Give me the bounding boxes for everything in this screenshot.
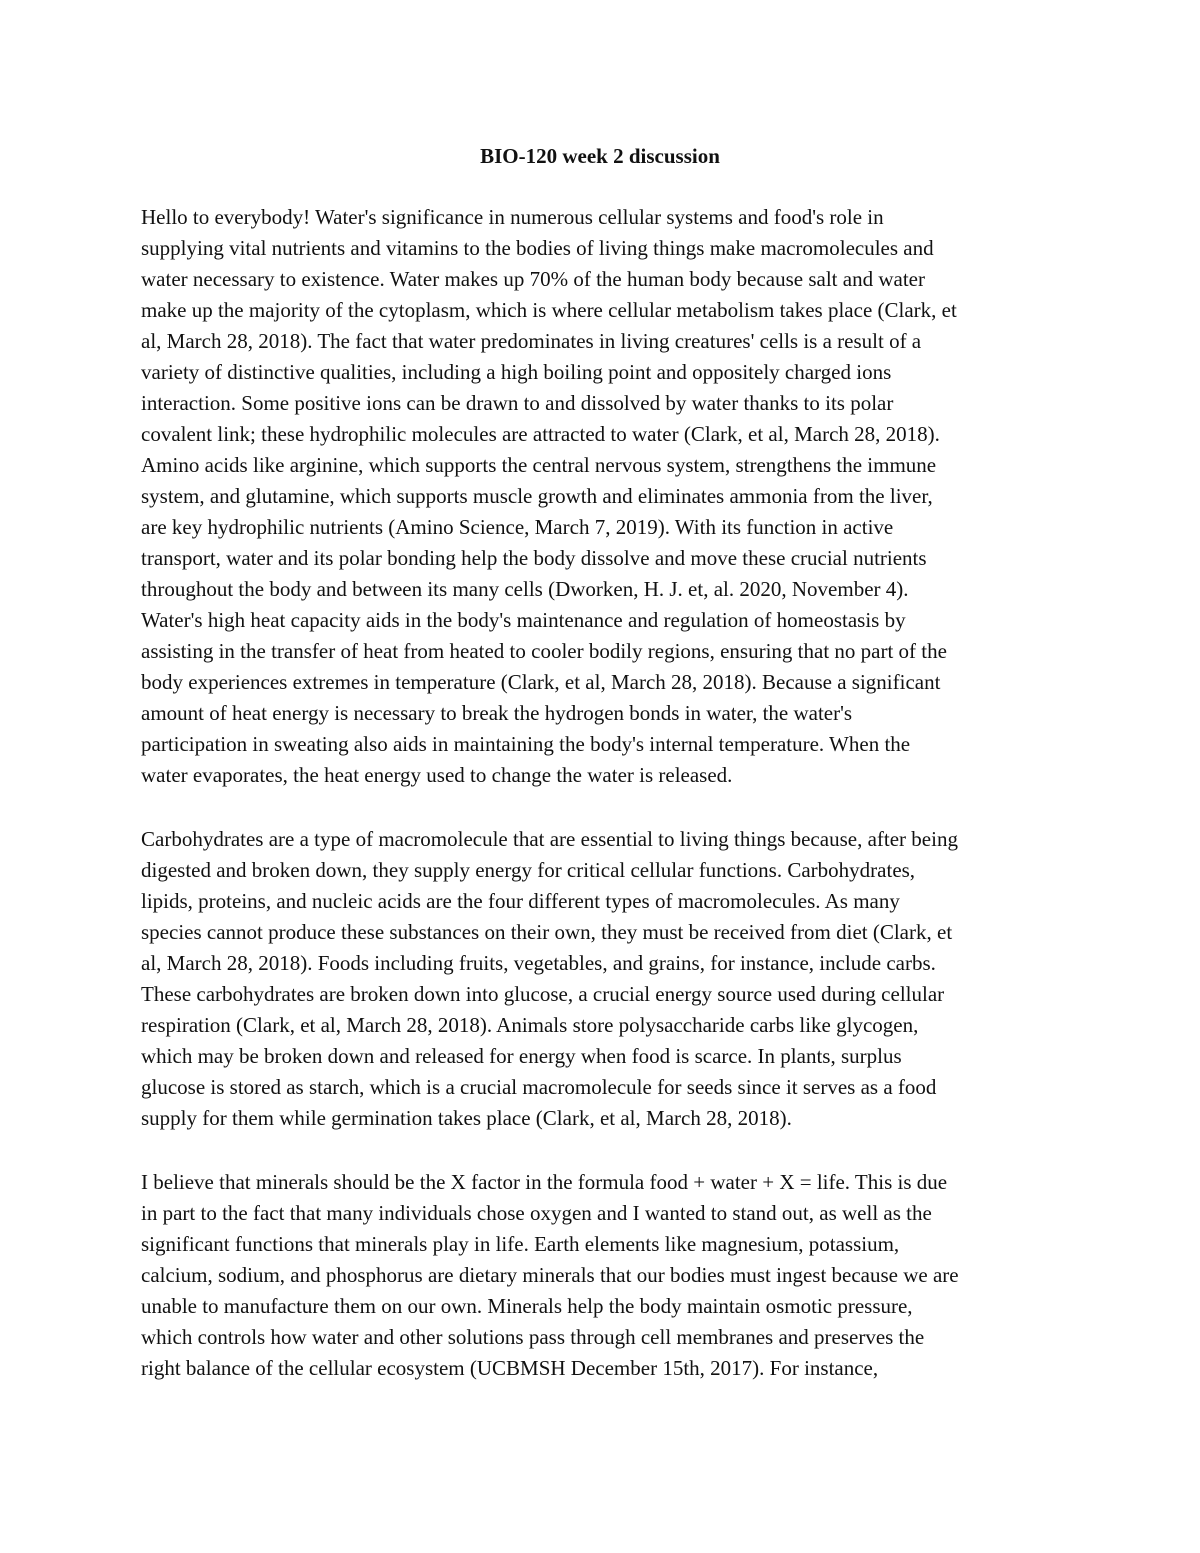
text-line: digested and broken down, they supply energy for critical cellular functions. Carbohydrates, <box>141 858 916 882</box>
text-line: species cannot produce these substances on their own, they must be received from diet (Clark, et <box>141 920 953 944</box>
text-line: These carbohydrates are broken down into glucose, a crucial energy source used during cellular <box>141 982 945 1006</box>
text-line: participation in sweating also aids in maintaining the body's internal temperature. When the <box>141 732 911 756</box>
text-line: al, March 28, 2018). The fact that water predominates in living creatures' cells is a result of a <box>141 329 922 353</box>
text-line: make up the majority of the cytoplasm, which is where cellular metabolism takes place (Clark, et <box>141 298 957 322</box>
text-line: al, March 28, 2018). Foods including fruits, vegetables, and grains, for instance, include carbs. <box>141 951 936 975</box>
text-line: Carbohydrates are a type of macromolecule that are essential to living things because, after being <box>141 827 958 851</box>
text-line: lipids, proteins, and nucleic acids are the four different types of macromolecules. As many <box>141 889 900 913</box>
text-line: I believe that minerals should be the X factor in the formula food + water + X = life. This is due <box>141 1170 948 1194</box>
text-line: supplying vital nutrients and vitamins to the bodies of living things make macromolecules and <box>141 236 934 260</box>
text-line: transport, water and its polar bonding help the body dissolve and move these crucial nutrients <box>141 546 927 570</box>
text-line: body experiences extremes in temperature (Clark, et al, March 28, 2018). Because a significant <box>141 670 941 694</box>
text-line: amount of heat energy is necessary to break the hydrogen bonds in water, the water's <box>141 701 853 725</box>
text-line: Amino acids like arginine, which supports the central nervous system, strengthens the immune <box>141 453 937 477</box>
text-line: glucose is stored as starch, which is a crucial macromolecule for seeds since it serves as a food <box>141 1075 937 1099</box>
text-line: supply for them while germination takes place (Clark, et al, March 28, 2018). <box>141 1106 792 1130</box>
text-line: water evaporates, the heat energy used to change the water is released. <box>141 763 733 787</box>
paragraph-carbohydrates <box>141 824 1059 1134</box>
text-line: which controls how water and other solutions pass through cell membranes and preserves the <box>141 1325 925 1349</box>
text-line: throughout the body and between its many cells (Dworken, H. J. et, al. 2020, November 4). <box>141 577 909 601</box>
text-line: interaction. Some positive ions can be drawn to and dissolved by water thanks to its polar <box>141 391 894 415</box>
paragraph-minerals <box>141 1167 1059 1384</box>
text-line: are key hydrophilic nutrients (Amino Science, March 7, 2019). With its function in active <box>141 515 894 539</box>
text-line: assisting in the transfer of heat from heated to cooler bodily regions, ensuring that no part of the <box>141 639 947 663</box>
document-title: BIO-120 week 2 discussion <box>480 144 720 168</box>
text-line: Water's high heat capacity aids in the body's maintenance and regulation of homeostasis by <box>141 608 906 632</box>
text-line: respiration (Clark, et al, March 28, 2018). Animals store polysaccharide carbs like glycogen, <box>141 1013 919 1037</box>
text-line: which may be broken down and released for energy when food is scarce. In plants, surplus <box>141 1044 902 1068</box>
text-line: significant functions that minerals play in life. Earth elements like magnesium, potassium, <box>141 1232 900 1256</box>
text-line: system, and glutamine, which supports muscle growth and eliminates ammonia from the liver, <box>141 484 933 508</box>
text-line: water necessary to existence. Water makes up 70% of the human body because salt and water <box>141 267 925 291</box>
text-line: right balance of the cellular ecosystem (UCBMSH December 15th, 2017). For instance, <box>141 1356 879 1380</box>
text-line: variety of distinctive qualities, including a high boiling point and oppositely charged ions <box>141 360 892 384</box>
text-line: Hello to everybody! Water's significance in numerous cellular systems and food's role in <box>141 205 884 229</box>
text-line: calcium, sodium, and phosphorus are dietary minerals that our bodies must ingest because we are <box>141 1263 959 1287</box>
text-line: covalent link; these hydrophilic molecules are attracted to water (Clark, et al, March 28, 2018). <box>141 422 940 446</box>
text-line: unable to manufacture them on our own. Minerals help the body maintain osmotic pressure, <box>141 1294 913 1318</box>
paragraph-water <box>141 202 1059 791</box>
text-line: in part to the fact that many individuals chose oxygen and I wanted to stand out, as well as the <box>141 1201 932 1225</box>
